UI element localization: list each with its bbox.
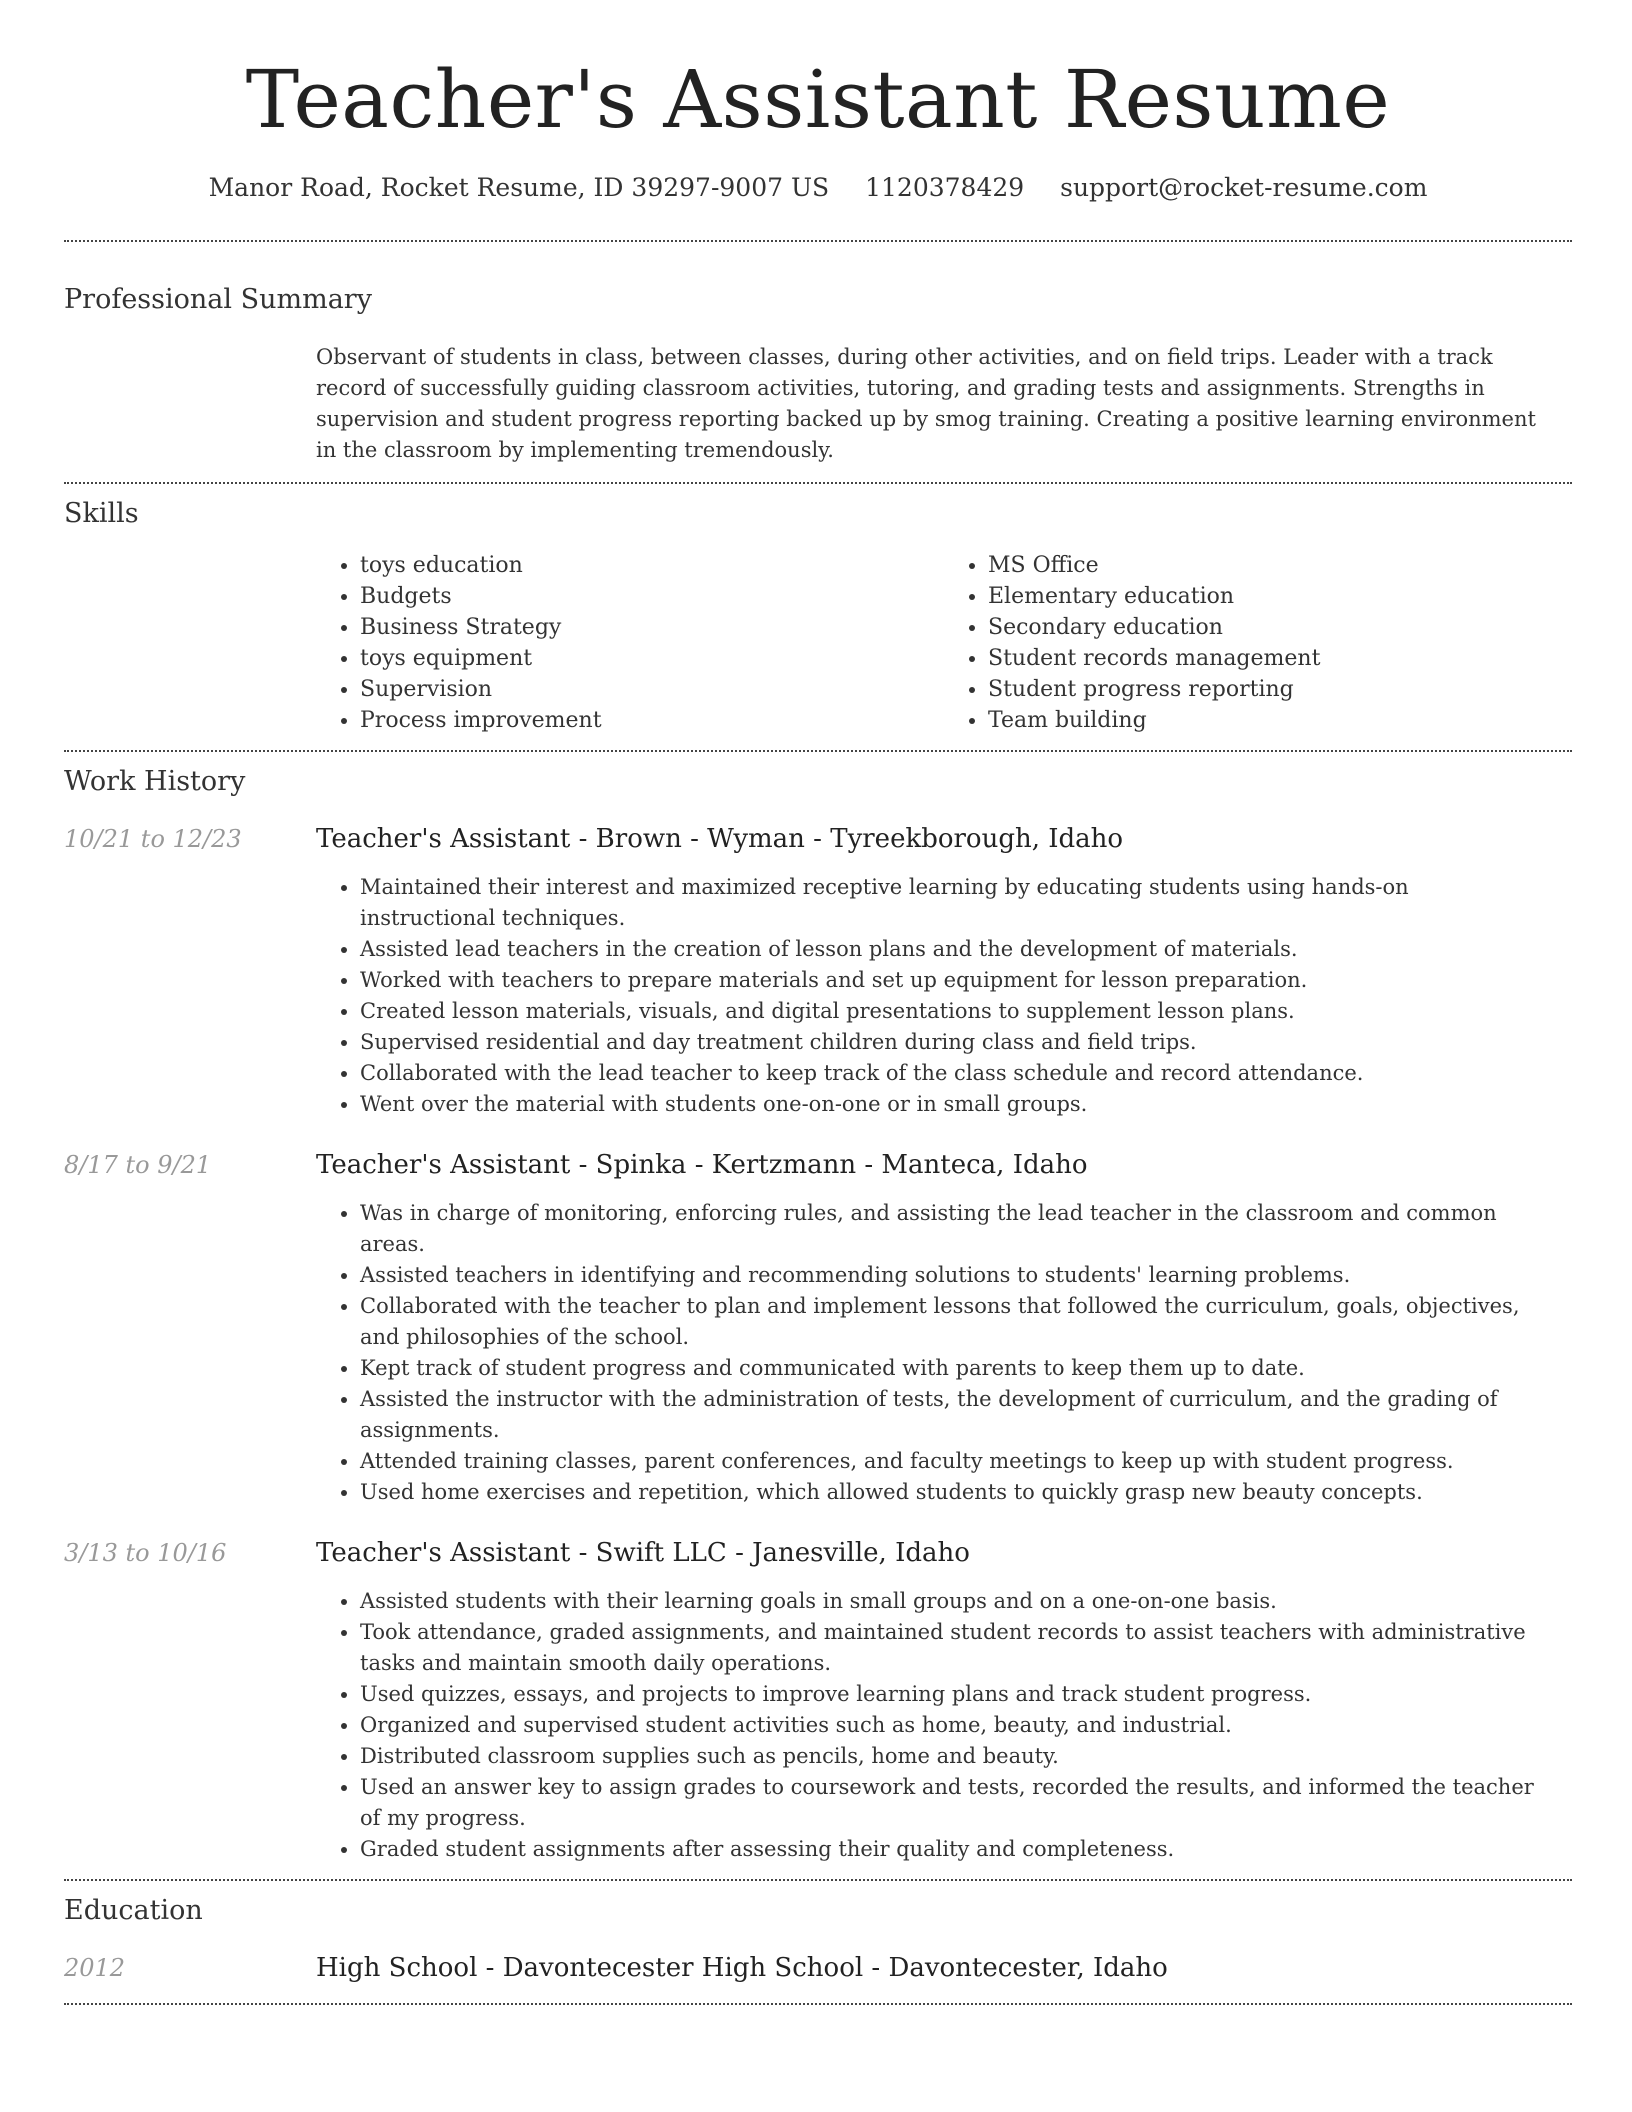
job-bullet: • Assisted lead teachers in the creation of lesson plans and the development of materials. xyxy=(360,934,1548,965)
divider xyxy=(64,750,1572,752)
education-entry xyxy=(64,1951,1572,1985)
job-bullet: • Assisted teachers in identifying and recommending solutions to students' learning problems. xyxy=(360,1260,1548,1291)
work-heading: Work History xyxy=(64,766,246,797)
job-bullet: • Collaborated with the teacher to plan and implement lessons that followed the curriculum, goals, objectives, and philosophies of the school. xyxy=(360,1291,1548,1353)
job-bullet: • Took attendance, graded assignments, and maintained student records to assist teachers with administrative tasks and maintain smooth daily operations. xyxy=(360,1617,1548,1679)
skill-item: • Secondary education xyxy=(988,612,1572,643)
job-title: Teacher's Assistant - Brown - Wyman - Tyreekborough, Idaho xyxy=(316,824,1124,854)
job-bullet: • Used an answer key to assign grades to coursework and tests, recorded the results, and informed the teacher of my progress. xyxy=(360,1772,1548,1834)
job-dates: 10/21 to 12/23 xyxy=(64,825,242,853)
job-bullet: • Was in charge of monitoring, enforcing rules, and assisting the lead teacher in the classroom and common areas. xyxy=(360,1198,1548,1260)
skills-column-right xyxy=(944,550,1572,736)
job-bullet: • Supervised residential and day treatment children during class and field trips. xyxy=(360,1027,1548,1058)
job-bullet: • Attended training classes, parent conferences, and faculty meetings to keep up with student progress. xyxy=(360,1446,1548,1477)
job-bullet: • Used quizzes, essays, and projects to improve learning plans and track student progress. xyxy=(360,1679,1548,1710)
job-bullet: • Kept track of student progress and communicated with parents to keep them up to date. xyxy=(360,1353,1548,1384)
job-bullet: • Used home exercises and repetition, which allowed students to quickly grasp new beauty concepts. xyxy=(360,1477,1548,1508)
divider xyxy=(64,482,1572,484)
job-dates: 8/17 to 9/21 xyxy=(64,1151,212,1179)
resume-title: Teacher's Assistant Resume xyxy=(245,53,1391,146)
divider xyxy=(64,2003,1572,2005)
job-title: Teacher's Assistant - Spinka - Kertzmann - Manteca, Idaho xyxy=(316,1150,1088,1180)
skill-item: • Team building xyxy=(988,705,1572,736)
job-bullet: • Assisted the instructor with the administration of tests, the development of curriculum, and the grading of assignments. xyxy=(360,1384,1548,1446)
skill-item: • toys education xyxy=(360,550,944,581)
divider xyxy=(64,1879,1572,1881)
job-header xyxy=(64,1148,1572,1182)
job-bullet: • Created lesson materials, visuals, and digital presentations to supplement lesson plans. xyxy=(360,996,1548,1027)
job-bullets xyxy=(316,1586,1548,1865)
job-bullet: • Went over the material with students one-on-one or in small groups. xyxy=(360,1089,1548,1120)
skill-item: • Elementary education xyxy=(988,581,1572,612)
resume-page xyxy=(64,0,1572,2005)
summary-heading: Professional Summary xyxy=(64,284,372,315)
job-bullet: • Worked with teachers to prepare materials and set up equipment for lesson preparation. xyxy=(360,965,1548,996)
skill-item: • Student progress reporting xyxy=(988,674,1572,705)
contact-email: support@rocket-resume.com xyxy=(1060,173,1428,202)
skill-item: • Business Strategy xyxy=(360,612,944,643)
skill-item: • Student records management xyxy=(988,643,1572,674)
contact-line xyxy=(64,170,1572,206)
job-header xyxy=(64,822,1572,856)
skill-item: • MS Office xyxy=(988,550,1572,581)
skills-list xyxy=(316,550,1572,736)
skills-heading: Skills xyxy=(64,498,139,529)
job-bullet: • Distributed classroom supplies such as pencils, home and beauty. xyxy=(360,1741,1548,1772)
job-bullets xyxy=(316,872,1548,1120)
skills-column-left xyxy=(316,550,944,736)
job-bullet: • Assisted students with their learning goals in small groups and on a one-on-one basis. xyxy=(360,1586,1548,1617)
job-bullet: • Organized and supervised student activities such as home, beauty, and industrial. xyxy=(360,1710,1548,1741)
education-heading: Education xyxy=(64,1895,203,1926)
contact-address: Manor Road, Rocket Resume, ID 39297-9007 US xyxy=(208,173,830,202)
skill-item: • Supervision xyxy=(360,674,944,705)
contact-phone: 1120378429 xyxy=(865,173,1025,202)
job-bullets xyxy=(316,1198,1548,1508)
job-bullet: • Graded student assignments after assessing their quality and completeness. xyxy=(360,1834,1548,1865)
job-dates: 3/13 to 10/16 xyxy=(64,1539,227,1567)
education-year: 2012 xyxy=(64,1954,126,1982)
divider xyxy=(64,240,1572,242)
job-header xyxy=(64,1536,1572,1570)
skill-item: • Process improvement xyxy=(360,705,944,736)
education-school: High School - Davontecester High School - Davontecester, Idaho xyxy=(316,1953,1168,1983)
job-bullet: • Maintained their interest and maximized receptive learning by educating students using hands-on instructional techniques. xyxy=(360,872,1548,934)
job-title: Teacher's Assistant - Swift LLC - Janesville, Idaho xyxy=(316,1538,970,1568)
skill-item: • Budgets xyxy=(360,581,944,612)
summary-text: Observant of students in class, between classes, during other activities, and on field trips. Leader with a track record of successfully guiding classroom activities, tutoring, and grading tests and assignments. Strengths in supervision and student progress reporting backed up by smog training. Creating a positive learning environment in the classroom by implementing tremendously. xyxy=(316,345,1536,462)
job-bullet: • Collaborated with the lead teacher to keep track of the class schedule and record attendance. xyxy=(360,1058,1548,1089)
skill-item: • toys equipment xyxy=(360,643,944,674)
